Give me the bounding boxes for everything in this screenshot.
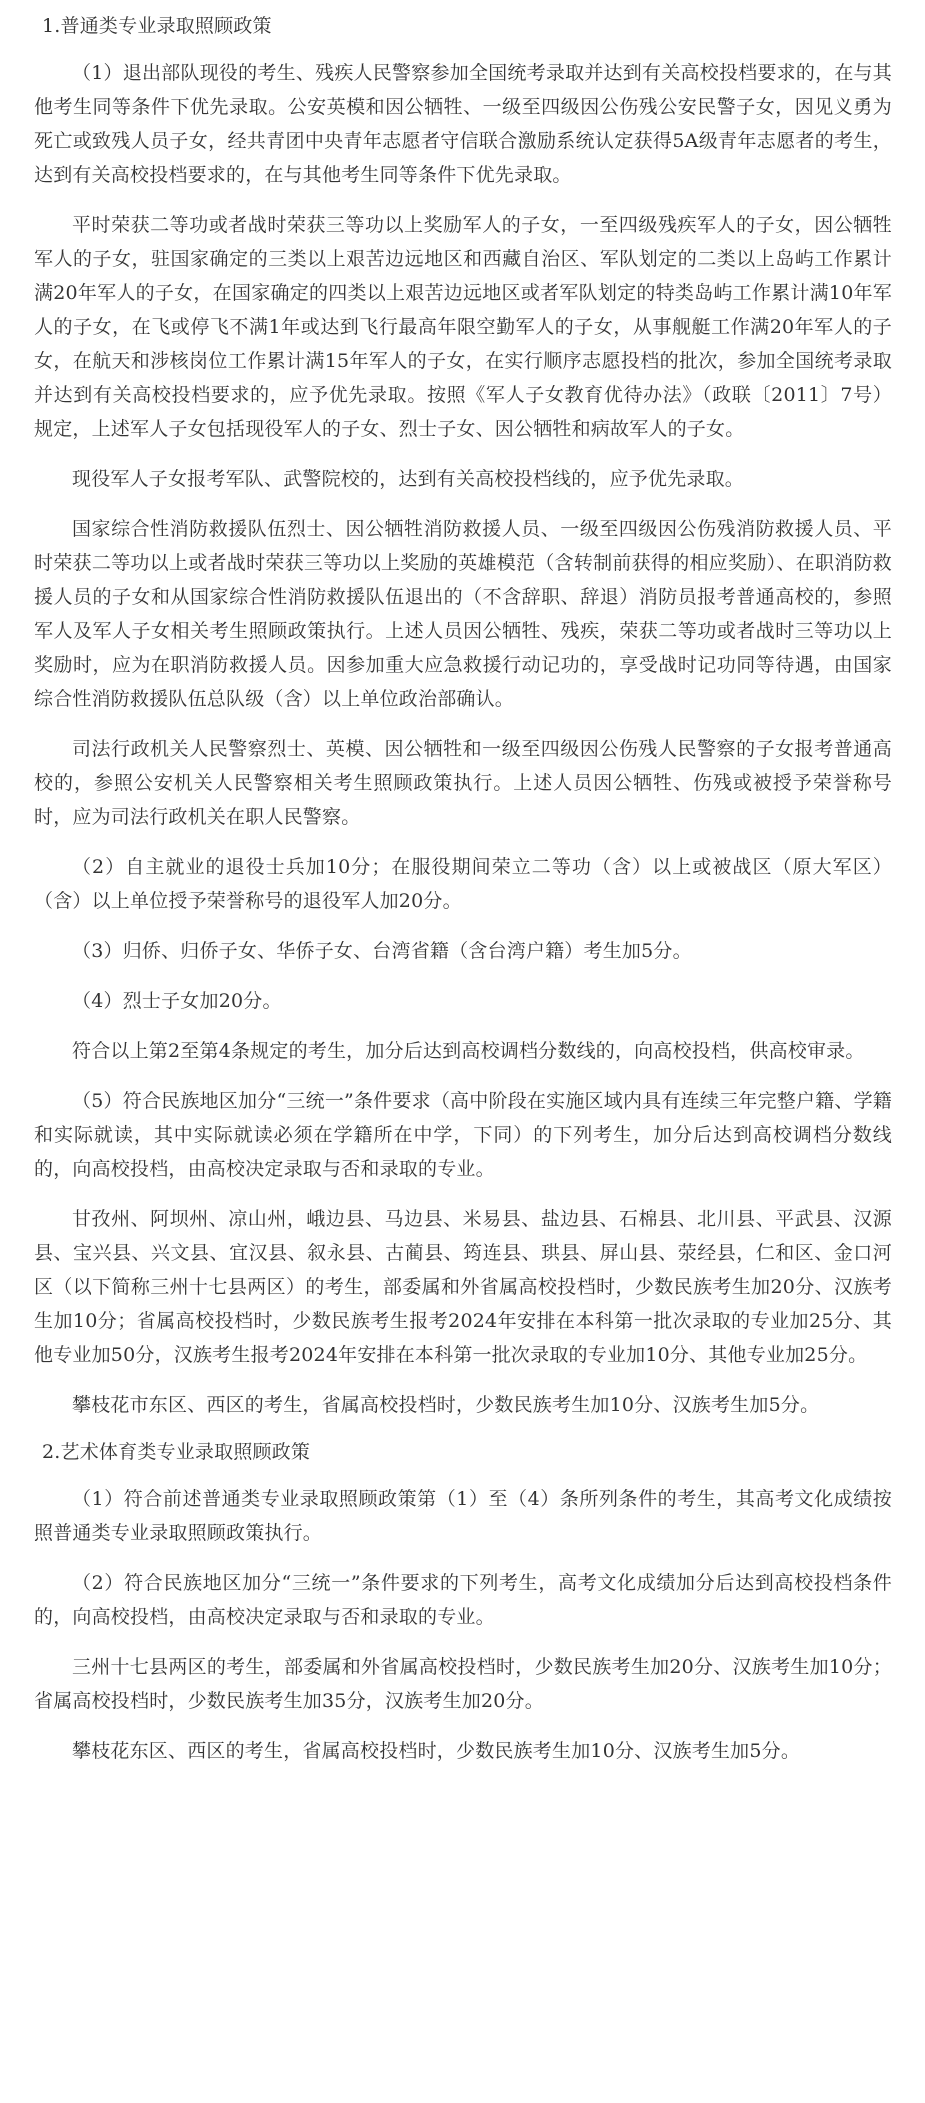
- paragraph-ethnic-region-rule: （5）符合民族地区加分“三统一”条件要求（高中阶段在实施区域内具有连续三年完整户籍、学籍和实际就读，其中实际就读必须在学籍所在中学，下同）的下列考生，加分后达到高校调档分数线的，向高校投档，由高校决定录取与否和录取的专业。: [34, 1090, 892, 1180]
- paragraph-panzhihua: 攀枝花市东区、西区的考生，省属高校投档时，少数民族考生加10分、汉族考生加5分。: [72, 1394, 820, 1416]
- paragraph-priority-admission: （1）退出部队现役的考生、残疾人民警察参加全国统考录取并达到有关高校投档要求的，在与其他考生同等条件下优先录取。公安英模和因公牺牲、一级至四级因公伤残公安民警子女，因见义勇为死亡或致残人员子女，经共青团中央青年志愿者守信联合激励系统认定获得5A级青年志愿者的考生，达到有关高校投档要求的，在与其他考生同等条件下优先录取。: [34, 62, 892, 186]
- section-heading-arts-sports: 2.艺术体育类专业录取照顾政策: [42, 1441, 311, 1463]
- section-heading-general: 1.普通类专业录取照顾政策: [42, 15, 272, 37]
- paragraph-arts-ethnic-rule: （2）符合民族地区加分“三统一”条件要求的下列考生，高考文化成绩加分后达到高校投档条件的，向高校投档，由高校决定录取与否和录取的专业。: [34, 1572, 892, 1628]
- paragraph-fire-rescue: 国家综合性消防救援队伍烈士、因公牺牲消防救援人员、一级至四级因公伤残消防救援人员、平时荣获二等功以上或者战时荣获三等功以上奖励的英雄模范（含转制前获得的相应奖励）、在职消防救援人员的子女和从国家综合性消防救援队伍退出的（不含辞职、辞退）消防员报考普通高校的，参照军人及军人子女相关考生照顾政策执行。上述人员因公牺牲、残疾，荣获二等功或者战时三等功以上奖励时，应为在职消防救援人员。因参加重大应急救援行动记功的，享受战时记功同等待遇，由国家综合性消防救援队伍总队级（含）以上单位政治部确认。: [34, 518, 892, 710]
- paragraph-arts-general-rule: （1）符合前述普通类专业录取照顾政策第（1）至（4）条所列条件的考生，其高考文化成绩按照普通类专业录取照顾政策执行。: [34, 1488, 892, 1544]
- paragraph-ethnic-region-list: 甘孜州、阿坝州、凉山州，峨边县、马边县、米易县、盐边县、石棉县、北川县、平武县、汉源县、宝兴县、兴文县、宜汉县、叙永县、古蔺县、筠连县、珙县、屏山县、荥经县，仁和区、金口河区（以下简称三州十七县两区）的考生，部委属和外省属高校投档时，少数民族考生加20分、汉族考生加10分；省属高校投档时，少数民族考生报考2024年安排在本科第一批次录取的专业加25分、其他专业加50分，汉族考生报考2024年安排在本科第一批次录取的专业加10分、其他专业加25分。: [34, 1208, 892, 1366]
- paragraph-bonus-application: 符合以上第2至第4条规定的考生，加分后达到高校调档分数线的，向高校投档，供高校审录。: [72, 1040, 865, 1062]
- paragraph-military-academies: 现役军人子女报考军队、武警院校的，达到有关高校投档线的，应予优先录取。: [72, 468, 745, 490]
- paragraph-martyr-children-bonus: （4）烈士子女加20分。: [72, 990, 282, 1012]
- paragraph-arts-panzhihua: 攀枝花东区、西区的考生，省属高校投档时，少数民族考生加10分、汉族考生加5分。: [72, 1740, 801, 1762]
- paragraph-veterans-bonus: （2）自主就业的退役士兵加10分；在服役期间荣立二等功（含）以上或被战区（原大军区）（含）以上单位授予荣誉称号的退役军人加20分。: [34, 856, 892, 912]
- paragraph-judicial-police: 司法行政机关人民警察烈士、英模、因公牺牲和一级至四级因公伤残人民警察的子女报考普通高校的，参照公安机关人民警察相关考生照顾政策执行。上述人员因公牺牲、伤残或被授予荣誉称号时，应为司法行政机关在职人民警察。: [34, 738, 892, 828]
- paragraph-overseas-chinese-bonus: （3）归侨、归侨子女、华侨子女、台湾省籍（含台湾户籍）考生加5分。: [72, 940, 692, 962]
- paragraph-arts-ethnic-region: 三州十七县两区的考生，部委属和外省属高校投档时，少数民族考生加20分、汉族考生加10分；省属高校投档时，少数民族考生加35分，汉族考生加20分。: [34, 1656, 892, 1712]
- policy-document: [34, 0, 892, 1768]
- paragraph-military-children: 平时荣获二等功或者战时荣获三等功以上奖励军人的子女，一至四级残疾军人的子女，因公牺牲军人的子女，驻国家确定的三类以上艰苦边远地区和西藏自治区、军队划定的二类以上岛屿工作累计满20年军人的子女，在国家确定的四类以上艰苦边远地区或者军队划定的特类岛屿工作累计满10年军人的子女，在飞或停飞不满1年或达到飞行最高年限空勤军人的子女，从事舰艇工作满20年军人的子女，在航天和涉核岗位工作累计满15年军人的子女，在实行顺序志愿投档的批次，参加全国统考录取并达到有关高校投档要求的，应予优先录取。按照《军人子女教育优待办法》（政联〔2011〕7号）规定，上述军人子女包括现役军人的子女、烈士子女、因公牺牲和病故军人的子女。: [34, 214, 892, 440]
